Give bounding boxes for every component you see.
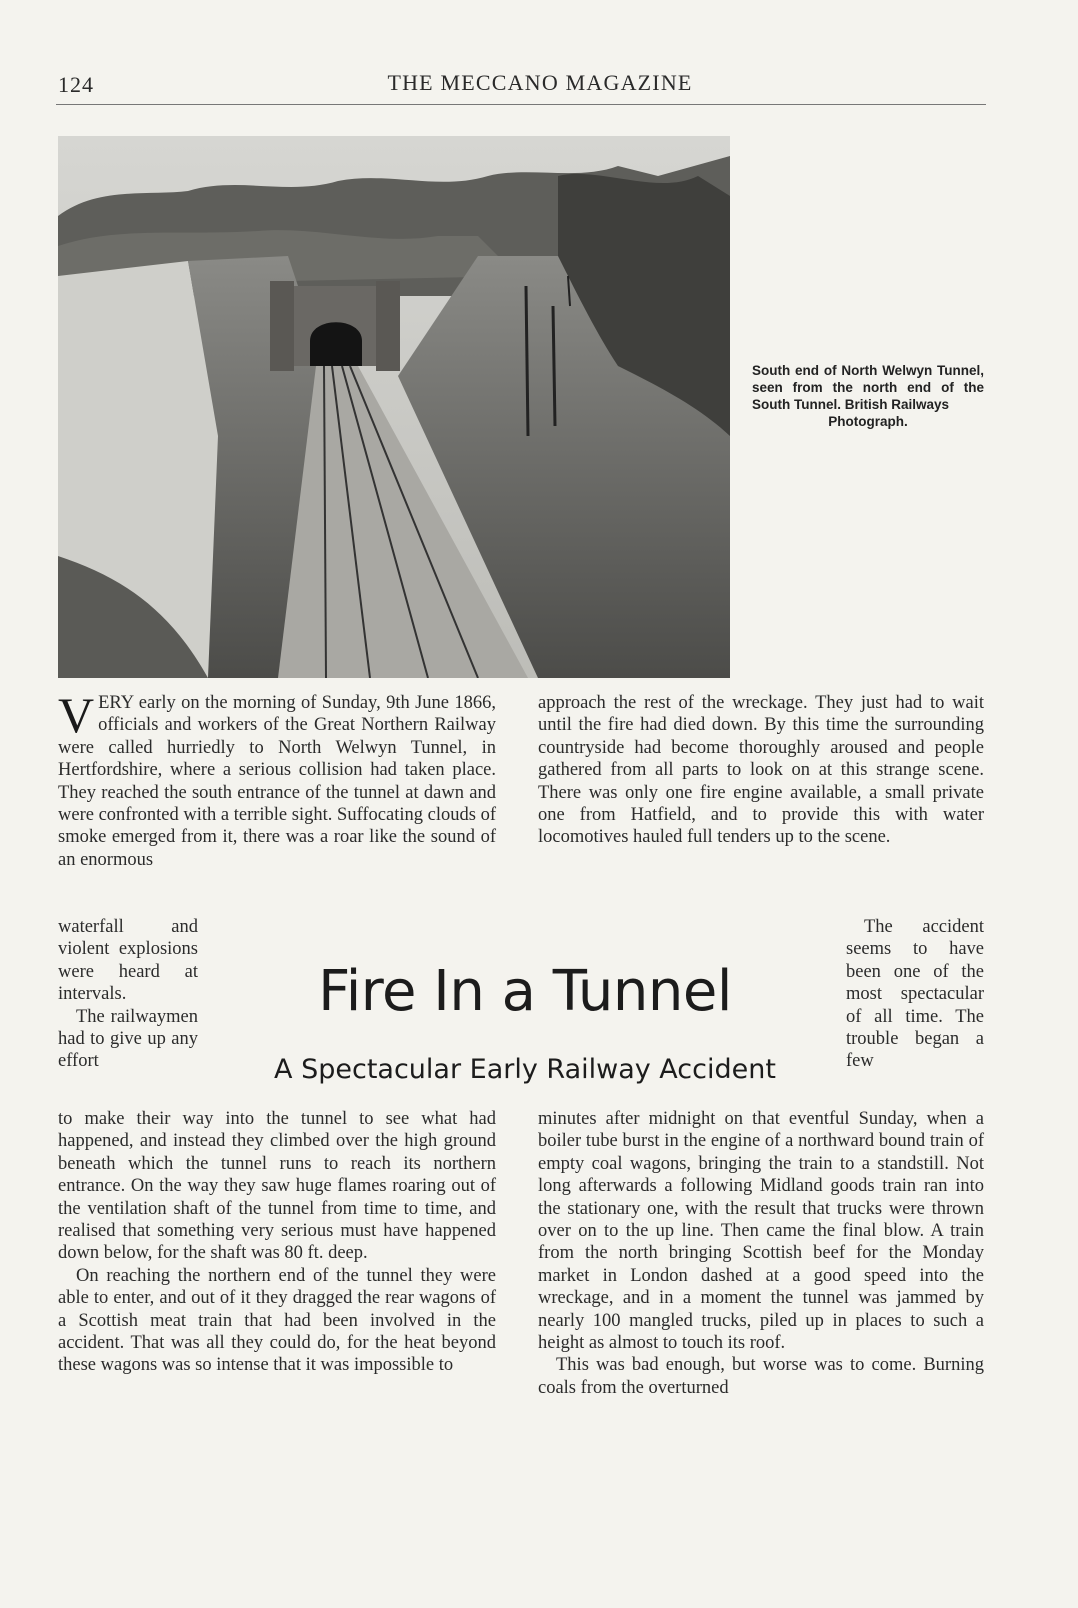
left-column-bottom — [58, 1108, 496, 1377]
paragraph-3: On reaching the northern end of the tunnel they were able to enter, and out of it they dragged the rear wagons of a Scottish meat train that had been involved in the accident. That was all they could do, for the heat beyond these wagons was so intense that it was impossible to — [58, 1265, 496, 1376]
header-rule — [56, 104, 986, 105]
paragraph-1-continued: waterfall and violent explosions were heard at intervals. — [58, 917, 198, 1005]
paragraph-4: approach the rest of the wreckage. They just had to wait until the fire had died down. By this time the surrounding countryside had become thoroughly aroused and people gathered from all parts to look on at this strange scene. There was only one fire engine available, a small private one from Hatfield, and to provide this with water locomotives hauled full tenders up to the scene. — [538, 693, 984, 848]
article-subtitle: A Spectacular Early Railway Accident — [274, 1054, 776, 1085]
running-title: THE MECCANO MAGAZINE — [387, 70, 693, 95]
right-column-top — [538, 692, 984, 849]
left-column-top — [58, 687, 496, 871]
tunnel-photograph — [58, 136, 730, 678]
paragraph-1: ERY early on the morning of Sunday, 9th June 1866, officials and workers of the Great Northern Railway were called hurriedly to North Welwyn Tunnel, in Hertfordshire, where a serious collision had taken place. They reached the south entrance of the tunnel at dawn and were confronted with a terrible sight. Suffocating clouds of smoke emerged from it, there was a roar like the sound of an enormous — [58, 693, 496, 870]
drop-cap: V — [58, 687, 95, 743]
left-column-narrow — [58, 916, 198, 1073]
paragraph-5-continued: minutes after midnight on that eventful Sunday, when a boiler tube burst in the engine of a northward bound train of empty coal wagons, bringing the train to a standstill. Not long afterwards a following Midland goods train ran into the stationary one, with the result that trucks were thrown over on to the up line. Then came the final blow. A train from the north bringing Scottish beef for the Monday market in London dashed at a good speed into the wreckage, and in a moment the tunnel was jammed by nearly 100 mangled trucks, piled up in places to such a height as almost to touch its roof. — [538, 1109, 984, 1354]
article-title: Fire In a Tunnel — [318, 959, 732, 1024]
paragraph-2-start: The railwaymen had to give up any effort — [58, 1006, 198, 1072]
paragraph-2-continued: to make their way into the tunnel to see what had happened, and instead they climbed over the high ground beneath which the tunnel runs to reach its northern entrance. On the way they saw huge flames roaring out of the ventilation shaft of the tunnel from time to time, and realised that something very serious must have happened down below, for the shaft was 80 ft. deep. — [58, 1109, 496, 1264]
caption-text: South end of North Welwyn Tunnel, seen from the north end of the South Tunnel. British Railways — [752, 363, 984, 412]
page-number: 124 — [58, 72, 94, 97]
right-column-narrow — [846, 916, 984, 1073]
paragraph-6: This was bad enough, but worse was to come. Burning coals from the overturned — [538, 1355, 984, 1398]
right-column-bottom — [538, 1108, 984, 1399]
photo-caption — [752, 362, 984, 430]
paragraph-5-start: The accident seems to have been one of the most spectacular of all time. The trouble began a few — [846, 917, 984, 1072]
caption-credit: Photograph. — [828, 414, 908, 429]
